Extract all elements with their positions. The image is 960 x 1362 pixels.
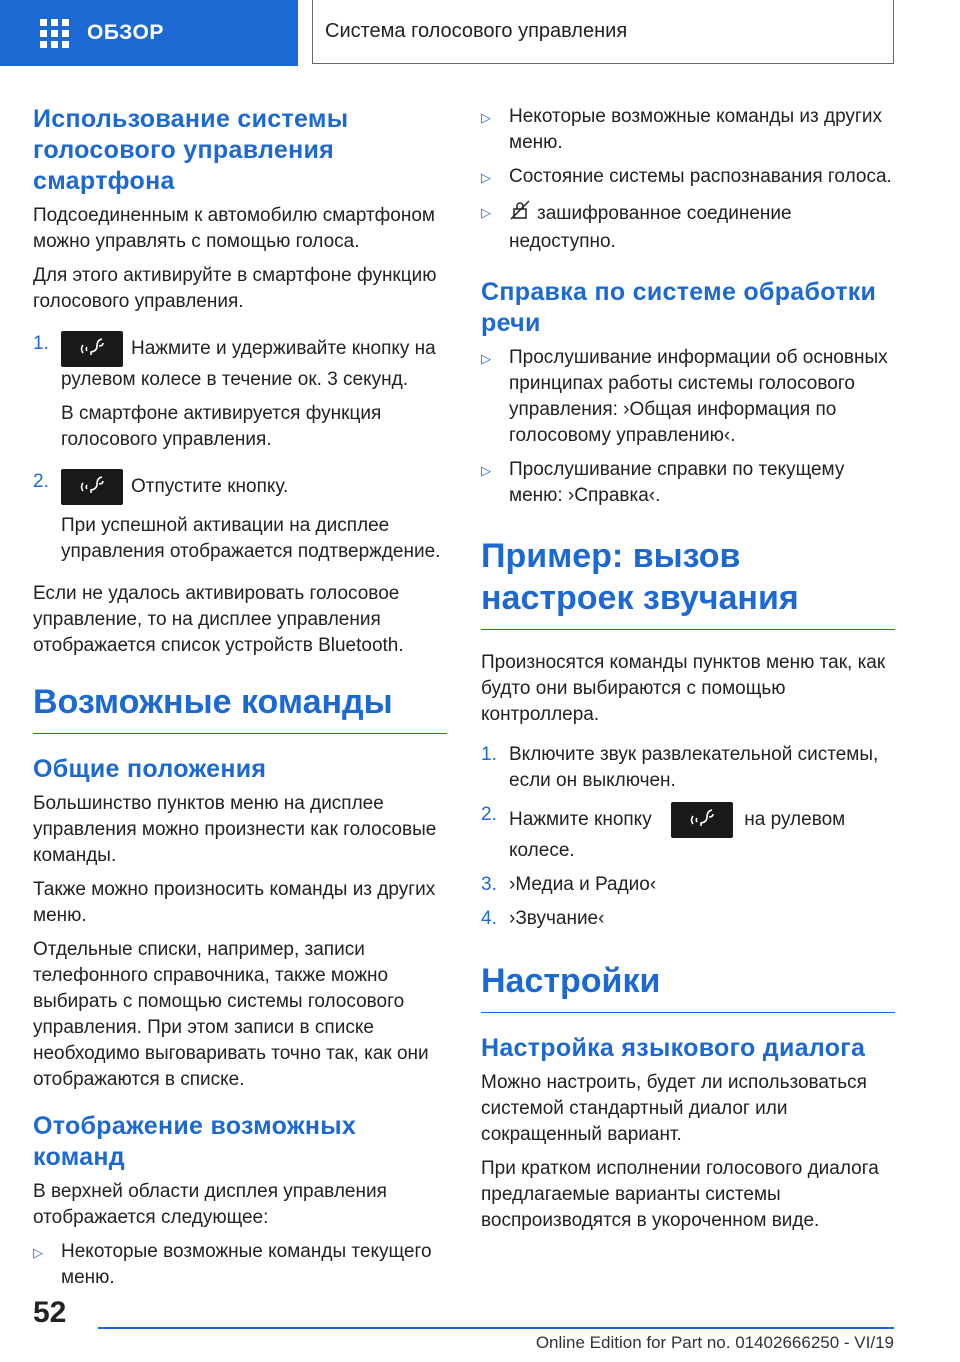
step-number: 2. xyxy=(33,471,49,492)
right-column xyxy=(481,104,895,1242)
bullet-text: Прослушивание информации об основных принципах работы системы голосового управления: ›Общая информация по голосовому управлению‹. xyxy=(509,347,888,446)
step-text: Отпустите кнопку. xyxy=(131,476,289,498)
step-item xyxy=(481,906,895,932)
list-item xyxy=(481,104,895,156)
section-title: Система голосового управления xyxy=(312,0,894,64)
list-item xyxy=(481,164,895,191)
step-text: Включите звук развлекательной системы, если он выключен. xyxy=(509,744,879,791)
bullet-text: Некоторые возможные команды текущего меню. xyxy=(61,1241,432,1288)
step-item xyxy=(481,742,895,794)
footer-divider xyxy=(98,1327,894,1329)
overview-nav-tab[interactable] xyxy=(0,0,298,66)
voice-control-button-icon xyxy=(61,331,123,367)
step-number: 4. xyxy=(481,908,497,929)
step-number: 2. xyxy=(481,804,497,825)
step-text: Нажмите кнопку xyxy=(509,809,652,831)
step-item xyxy=(481,802,895,864)
step-text: на рулевом колесе. xyxy=(509,809,846,861)
triangle-bullet-icon: ▷ xyxy=(481,463,491,478)
header-bar xyxy=(0,0,960,66)
heading-example-sound: Пример: вызов настроек звучания xyxy=(481,535,895,630)
list-item xyxy=(481,345,895,449)
paragraph: Большинство пунктов меню на дисплее управления можно произнести как голосовые команды. xyxy=(33,793,437,866)
heading-display-commands: Отображение возможных команд xyxy=(33,1112,357,1171)
grid-menu-icon xyxy=(40,19,69,48)
step-result: В смартфоне активируется функция голосового управления. xyxy=(61,403,382,450)
step-item xyxy=(33,469,447,573)
heading-speech-help: Справка по системе обработки речи xyxy=(481,278,877,337)
step-item xyxy=(33,331,447,461)
step-number: 1. xyxy=(481,744,497,765)
step-result: При успешной активации на дисплее управления отображается подтверждение. xyxy=(61,515,441,562)
paragraph: В верхней области дисплея управления отображается следующее: xyxy=(33,1181,387,1228)
nav-label: ОБЗОР xyxy=(87,21,164,44)
triangle-bullet-icon: ▷ xyxy=(481,205,491,220)
bullet-text: зашифрованное соединение недоступно. xyxy=(509,203,792,252)
left-column xyxy=(33,104,447,1299)
paragraph: Также можно произносить команды из других меню. xyxy=(33,879,436,926)
triangle-bullet-icon: ▷ xyxy=(481,110,491,125)
page-number: 52 xyxy=(33,1296,67,1329)
triangle-bullet-icon: ▷ xyxy=(33,1245,43,1260)
step-item xyxy=(481,872,895,898)
step-text: Нажмите и удерживайте кнопку на рулевом колесе в течение ок. 3 секунд. xyxy=(61,338,436,390)
paragraph: Подсоединенным к автомобилю смартфоном можно управлять с помощью голоса. xyxy=(33,205,435,252)
paragraph: Можно настроить, будет ли использоваться системой стандартный диалог или сокращенный вариант. xyxy=(481,1072,867,1145)
list-item xyxy=(481,457,895,509)
bullet-text: Прослушивание справки по текущему меню: ›Справка‹. xyxy=(509,459,845,506)
heading-settings: Настройки xyxy=(481,960,895,1013)
step-text: ›Медиа и Радио‹ xyxy=(509,874,657,895)
list-item xyxy=(33,1239,447,1291)
paragraph: Для этого активируйте в смартфоне функцию голосового управления. xyxy=(33,265,437,312)
edition-text: Online Edition for Part no. 01402666250 - VI/19 xyxy=(535,1333,894,1352)
triangle-bullet-icon: ▷ xyxy=(481,351,491,366)
paragraph: При кратком исполнении голосового диалога предлагаемые варианты системы воспроизводятся в укороченном виде. xyxy=(481,1158,879,1231)
crossed-lock-icon xyxy=(509,199,531,229)
bullet-text: Некоторые возможные команды из других меню. xyxy=(509,106,882,153)
bullet-text: Состояние системы распознавания голоса. xyxy=(509,166,892,187)
step-number: 3. xyxy=(481,874,497,895)
paragraph: Произносятся команды пунктов меню так, как будто они выбираются с помощью контроллера. xyxy=(481,652,886,725)
heading-possible-commands: Возможные команды xyxy=(33,681,447,734)
voice-control-button-icon xyxy=(61,469,123,505)
triangle-bullet-icon: ▷ xyxy=(481,170,491,185)
paragraph: Отдельные списки, например, записи телефонного справочника, также можно выбирать с помощью системы голосового управления. При этом записи в списке необходимо выговаривать точно так, как они отображаются в списке. xyxy=(33,939,429,1090)
heading-smartphone-voice: Использование системы голосового управления смартфона xyxy=(33,105,349,195)
heading-dialog-settings: Настройка языкового диалога xyxy=(481,1034,866,1062)
step-number: 1. xyxy=(33,333,49,354)
paragraph: Если не удалось активировать голосовое управление, то на дисплее управления отображается список устройств Bluetooth. xyxy=(33,583,404,656)
voice-control-button-icon xyxy=(671,802,733,838)
heading-general: Общие положения xyxy=(33,755,267,783)
step-text: ›Звучание‹ xyxy=(509,908,605,929)
list-item xyxy=(481,199,895,255)
